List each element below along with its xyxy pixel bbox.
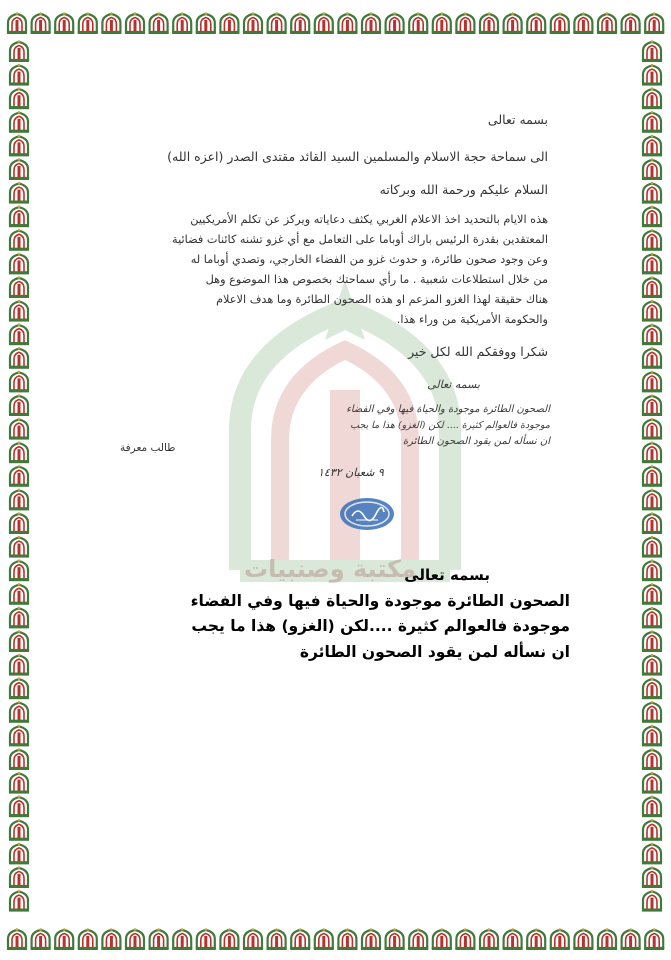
border-tile bbox=[642, 512, 662, 534]
border-tile bbox=[385, 928, 405, 950]
border-tile bbox=[642, 300, 662, 322]
border-tile bbox=[642, 795, 662, 817]
border-tile bbox=[9, 512, 29, 534]
border-tile bbox=[9, 536, 29, 558]
border-tile bbox=[9, 489, 29, 511]
border-tile bbox=[9, 87, 29, 109]
border-tile bbox=[9, 795, 29, 817]
border-tile bbox=[550, 928, 570, 950]
border-tile bbox=[9, 229, 29, 251]
border-tile bbox=[9, 135, 29, 157]
border-tile bbox=[9, 418, 29, 440]
letter-greeting: السلام عليكم ورحمة الله وبركاته bbox=[379, 182, 548, 197]
letter-thanks: شكرا ووفقكم الله لكل خير bbox=[408, 344, 548, 359]
border-tile bbox=[9, 205, 29, 227]
border-tile bbox=[9, 677, 29, 699]
typed-reply-bismillah: بسمه تعالى bbox=[404, 566, 490, 584]
border-tile bbox=[9, 253, 29, 275]
border-tile bbox=[503, 12, 523, 34]
border-tile bbox=[9, 371, 29, 393]
border-tile bbox=[9, 40, 29, 62]
border-tile bbox=[101, 12, 121, 34]
border-tile bbox=[101, 928, 121, 950]
border-tile bbox=[9, 654, 29, 676]
letter-line: من خلال استطلاعات شعبية . ما رأي سماحتك بخصوص هذا الموضوع وهل bbox=[205, 273, 548, 286]
border-tile bbox=[455, 928, 475, 950]
border-tile bbox=[432, 928, 452, 950]
border-tile bbox=[642, 276, 662, 298]
border-tile bbox=[408, 928, 428, 950]
border-tile bbox=[9, 276, 29, 298]
letter-line: والحكومة الأمريكية من وراء هذا. bbox=[396, 313, 548, 326]
border-tile bbox=[54, 928, 74, 950]
border-tile bbox=[642, 40, 662, 62]
border-tile bbox=[9, 559, 29, 581]
letter-addressee: الى سماحة حجة الاسلام والمسلمين السيد القائد مقتدى الصدر (اعزه الله) bbox=[167, 149, 548, 164]
border-tile bbox=[642, 725, 662, 747]
border-tile bbox=[125, 12, 145, 34]
border-tile bbox=[9, 394, 29, 416]
border-tile bbox=[642, 890, 662, 912]
border-tile bbox=[432, 12, 452, 34]
watermark-text: مكتبة وصنبيات bbox=[244, 555, 416, 583]
border-tile bbox=[9, 890, 29, 912]
border-tile bbox=[9, 111, 29, 133]
border-tile bbox=[642, 654, 662, 676]
border-left bbox=[0, 0, 40, 960]
border-tile bbox=[642, 253, 662, 275]
border-tile bbox=[642, 394, 662, 416]
border-tile bbox=[642, 465, 662, 487]
border-tile bbox=[408, 12, 428, 34]
handwritten-line: ان نسأله لمن يقود الصحون الطائرة bbox=[402, 436, 550, 447]
border-tile bbox=[172, 928, 192, 950]
letter-line: وعن وجود صحون طائرة، و حدوث غزو من الفضاء الخارجي، وتصدي أوباما له bbox=[190, 253, 548, 266]
border-tile bbox=[642, 701, 662, 723]
border-tile bbox=[642, 677, 662, 699]
border-tile bbox=[9, 64, 29, 86]
border-tile bbox=[9, 323, 29, 345]
handwritten-bismillah: بسمه تعالى bbox=[427, 378, 480, 391]
border-right bbox=[631, 0, 671, 960]
border-tile bbox=[550, 12, 570, 34]
border-tile bbox=[526, 12, 546, 34]
border-tile bbox=[642, 229, 662, 251]
typed-reply-line: الصحون الطائرة موجودة والحياة فيها وفي الفضاء bbox=[190, 592, 570, 610]
border-tile bbox=[314, 928, 334, 950]
border-tile bbox=[337, 928, 357, 950]
border-tile bbox=[642, 748, 662, 770]
handwritten-line: موجودة فالعوالم كثيرة .... لكن (الغزو) هذا ما يجب bbox=[350, 420, 550, 431]
border-tile bbox=[642, 135, 662, 157]
border-tile bbox=[642, 559, 662, 581]
border-tile bbox=[9, 866, 29, 888]
border-tile bbox=[642, 607, 662, 629]
border-tile bbox=[267, 928, 287, 950]
border-tile bbox=[642, 843, 662, 865]
border-tile bbox=[642, 347, 662, 369]
seal-stamp bbox=[338, 496, 396, 532]
border-tile bbox=[9, 630, 29, 652]
border-tile bbox=[573, 12, 593, 34]
handwritten-line: الصحون الطائرة موجودة والحياة فيها وفي الفضاء bbox=[346, 404, 550, 415]
border-tile bbox=[172, 12, 192, 34]
border-tile bbox=[573, 928, 593, 950]
border-tile bbox=[642, 205, 662, 227]
border-tile bbox=[314, 12, 334, 34]
border-tile bbox=[642, 819, 662, 841]
border-tile bbox=[642, 418, 662, 440]
border-tile bbox=[9, 725, 29, 747]
letter-paragraph bbox=[112, 210, 548, 330]
border-tile bbox=[642, 64, 662, 86]
border-tile bbox=[9, 772, 29, 794]
border-tile bbox=[385, 12, 405, 34]
border-tile bbox=[361, 12, 381, 34]
border-tile bbox=[642, 583, 662, 605]
border-tile bbox=[642, 866, 662, 888]
border-tile bbox=[642, 323, 662, 345]
border-tile bbox=[219, 12, 239, 34]
border-tile bbox=[9, 441, 29, 463]
border-tile bbox=[361, 928, 381, 950]
border-tile bbox=[642, 489, 662, 511]
border-tile bbox=[9, 300, 29, 322]
border-tile bbox=[642, 441, 662, 463]
border-tile bbox=[54, 12, 74, 34]
border-tile bbox=[642, 182, 662, 204]
handwritten-date: ٩ شعبان ١٤٣٢ bbox=[318, 466, 384, 479]
border-tile bbox=[642, 158, 662, 180]
border-tile bbox=[196, 12, 216, 34]
border-tile bbox=[9, 819, 29, 841]
border-tile bbox=[642, 111, 662, 133]
border-tile bbox=[642, 772, 662, 794]
letter-bismillah: بسمه تعالى bbox=[487, 112, 548, 127]
border-tile bbox=[642, 536, 662, 558]
border-tile bbox=[9, 748, 29, 770]
border-tile bbox=[267, 12, 287, 34]
border-tile bbox=[642, 87, 662, 109]
border-tile bbox=[9, 607, 29, 629]
border-tile bbox=[149, 12, 169, 34]
border-tile bbox=[149, 928, 169, 950]
letter-sender: طالب معرفة bbox=[120, 442, 176, 454]
border-bottom bbox=[0, 918, 671, 960]
border-tile bbox=[78, 12, 98, 34]
border-top bbox=[0, 0, 671, 40]
border-tile bbox=[219, 928, 239, 950]
border-tile bbox=[479, 928, 499, 950]
border-tile bbox=[243, 928, 263, 950]
border-tile bbox=[337, 12, 357, 34]
border-tile bbox=[290, 928, 310, 950]
border-tile bbox=[9, 158, 29, 180]
border-tile bbox=[597, 928, 617, 950]
border-tile bbox=[9, 701, 29, 723]
typed-reply-line: موجودة فالعوالم كثيرة ....لكن (الغزو) هذا ما يجب bbox=[191, 617, 570, 635]
border-tile bbox=[243, 12, 263, 34]
typed-reply-line: ان نسأله لمن يقود الصحون الطائرة bbox=[299, 643, 570, 661]
border-tile bbox=[455, 12, 475, 34]
border-tile bbox=[9, 347, 29, 369]
border-tile bbox=[196, 928, 216, 950]
border-tile bbox=[526, 928, 546, 950]
border-tile bbox=[125, 928, 145, 950]
border-tile bbox=[9, 182, 29, 204]
border-tile bbox=[9, 843, 29, 865]
letter-line: هذه الايام بالتحديد اخذ الاعلام الغربي يكثف دعاياته ويركز عن تكلم الأمريكيين bbox=[190, 213, 548, 226]
border-tile bbox=[9, 583, 29, 605]
border-tile bbox=[479, 12, 499, 34]
border-tile bbox=[597, 12, 617, 34]
border-tile bbox=[503, 928, 523, 950]
border-tile bbox=[290, 12, 310, 34]
border-tile bbox=[642, 371, 662, 393]
border-tile bbox=[642, 630, 662, 652]
border-tile bbox=[78, 928, 98, 950]
border-tile bbox=[9, 465, 29, 487]
letter-line: هناك حقيقة لهذا الغزو المزعم او هذه الصحون الطائرة وما هدف الاعلام bbox=[216, 293, 548, 306]
letter-line: المعتقدين بقدرة الرئيس باراك أوباما على التعامل مع أي غزو تشنه كائنات فضائية bbox=[172, 233, 548, 246]
